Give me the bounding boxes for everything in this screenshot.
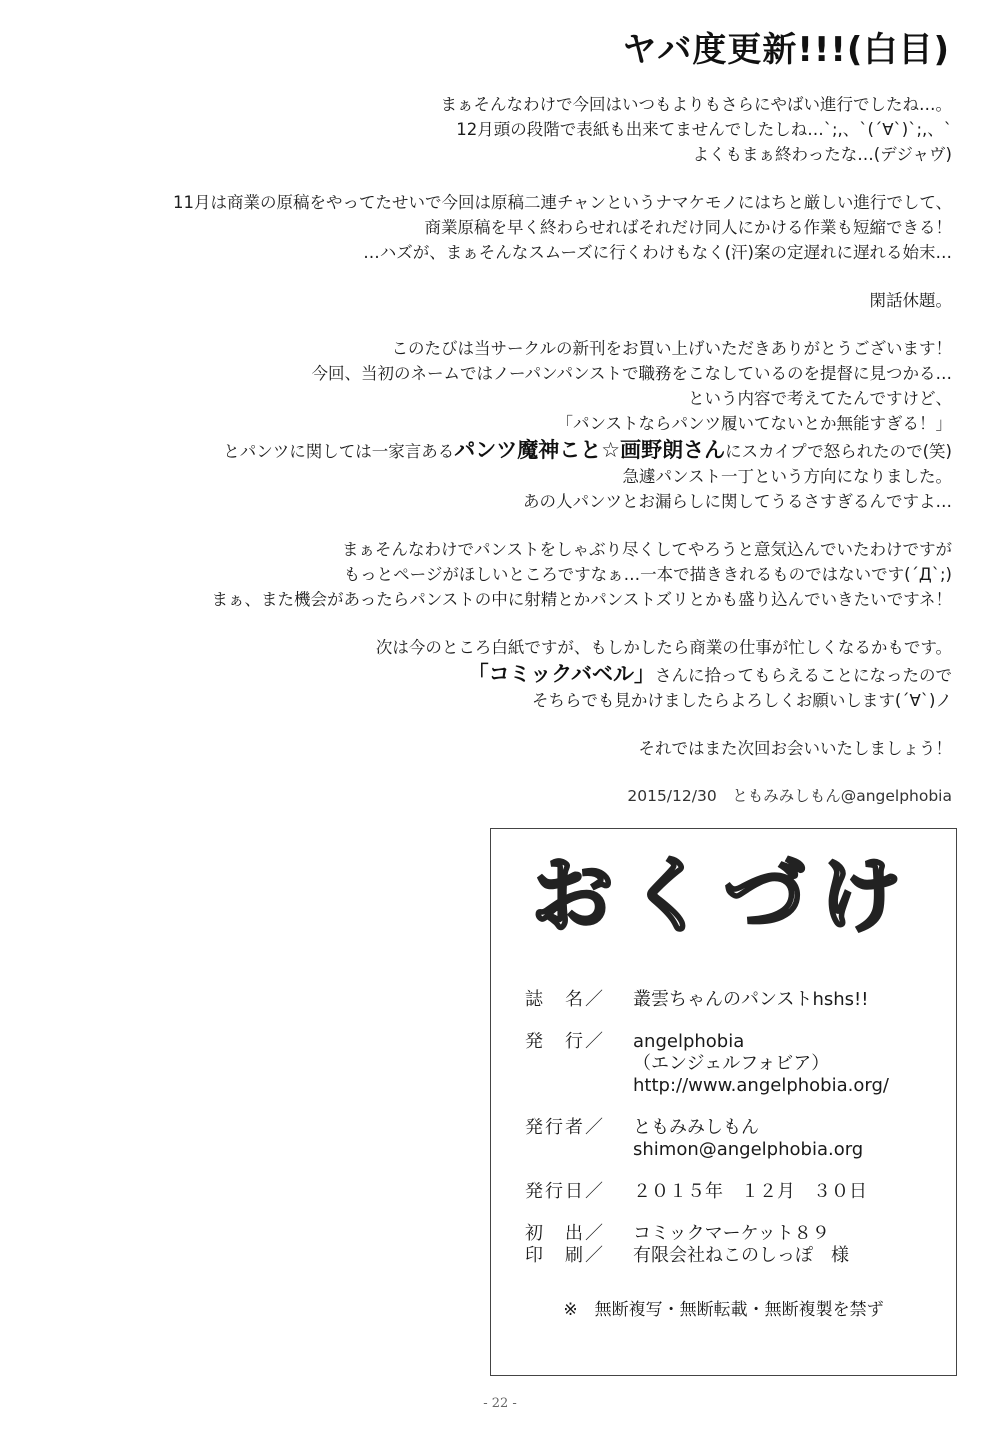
paragraph-1 [32,92,952,167]
text-line: それではまた次回お会いいたしましょう！ [638,739,952,758]
paragraph-3 [32,288,952,313]
value-line: （エンジェルフォビア） [633,1053,830,1074]
colophon-box [490,828,957,1376]
text-segment: にスカイプで怒られたので(笑) [725,442,952,461]
colophon-row-first [525,1223,945,1245]
row-value [633,1031,889,1097]
row-label: 初 出／ [525,1223,605,1244]
row-label: 発 行／ [525,1031,605,1052]
paragraph-6 [32,635,952,713]
row-value: ２０１５年 １２月 ３０日 [633,1181,867,1202]
value-line: angelphobia [633,1031,745,1052]
row-value [633,1117,863,1161]
text-line: よくもまぁ終わったな…(デジャヴ) [692,145,952,164]
paragraph-2 [32,190,952,265]
text-line: そちらでも見かけましたらよろしくお願いします(´∀`)ノ [532,691,952,710]
text-line: 急遽パンスト一丁という方向になりました。 [622,467,952,486]
text-line: まぁそんなわけで今回はいつもよりもさらにやばい進行でしたね…。 [440,95,952,114]
colophon-heading: おくづけ [531,849,916,944]
emphasized-name: パンツ魔神こと☆画野朗さん [454,438,726,462]
row-value: コミックマーケット８９ [633,1223,830,1244]
colophon-row-issuer [525,1117,945,1161]
colophon-info [525,989,945,1267]
text-line: 「パンストならパンツ履いてないとか無能すぎる！」 [556,414,952,433]
text-line: という内容で考えてたんですけど、 [688,389,952,408]
text-line [32,660,952,688]
row-label: 誌 名／ [525,989,605,1010]
text-segment: とパンツに関しては一家言ある [223,442,455,461]
text-line [32,436,952,464]
colophon-row-publisher [525,1031,945,1097]
row-value: 有限会社ねこのしっぽ 様 [633,1245,849,1266]
afterword-text [32,92,952,832]
row-label: 発行日／ [525,1181,605,1202]
text-line: このたびは当サークルの新刊をお買い上げいただきありがとうございます！ [391,339,952,358]
signature: 2015/12/30 ともみみしもん@angelphobia [627,787,952,805]
copyright-notice: ※ 無断複写・無断転載・無断複製を禁ず [563,1300,884,1320]
text-line: 閑話休題。 [869,291,952,310]
text-line: もっとページがほしいところですなぁ…一本で描ききれるものではないです(´Д`;) [343,565,952,584]
text-line: 今回、当初のネームではノーパンパンストで職務をこなしているのを提督に見つかる… [311,364,952,383]
emphasized-magazine: 「コミックバベル」 [467,662,655,686]
colophon-row-print [525,1245,945,1267]
row-label: 発行者／ [525,1117,605,1138]
colophon-row-title [525,989,945,1011]
page-title: ヤバ度更新!!!(白目) [622,30,950,70]
value-line: http://www.angelphobia.org/ [633,1075,889,1096]
paragraph-4 [32,336,952,514]
value-line: ともみみしもん [633,1117,759,1138]
row-value: 叢雲ちゃんのパンストhshs!! [633,989,869,1010]
signature-block [32,784,952,809]
text-line: 11月は商業の原稿をやってたせいで今回は原稿二連チャンというナマケモノにはちと厳しい進行でして、 [172,193,952,212]
paragraph-5 [32,537,952,612]
colophon-row-date [525,1181,945,1203]
row-label: 印 刷／ [525,1245,605,1266]
text-segment: さんに拾ってもらえることになったので [655,666,952,685]
text-line: まぁそんなわけでパンストをしゃぶり尽くしてやろうと意気込んでいたわけですが [341,540,952,559]
text-line: まぁ、また機会があったらパンストの中に射精とかパンストズリとかも盛り込んでいきたいですネ！ [211,590,952,609]
page-number: - 22 - [483,1396,517,1411]
text-line: …ハズが、まぁそんなスムーズに行くわけもなく(汗)案の定遅れに遅れる始末… [363,243,952,262]
text-line: 12月頭の段階で表紙も出来てませんでしたしね…`;,、`(´∀`)`;,、` [456,120,952,139]
paragraph-7 [32,736,952,761]
text-line: 商業原稿を早く終わらせればそれだけ同人にかける作業も短縮できる！ [424,218,952,237]
text-line: 次は今のところ白紙ですが、もしかしたら商業の仕事が忙しくなるかもです。 [375,638,952,657]
value-line: shimon@angelphobia.org [633,1139,864,1160]
text-line: あの人パンツとお漏らしに関してうるさすぎるんですよ… [523,492,952,511]
